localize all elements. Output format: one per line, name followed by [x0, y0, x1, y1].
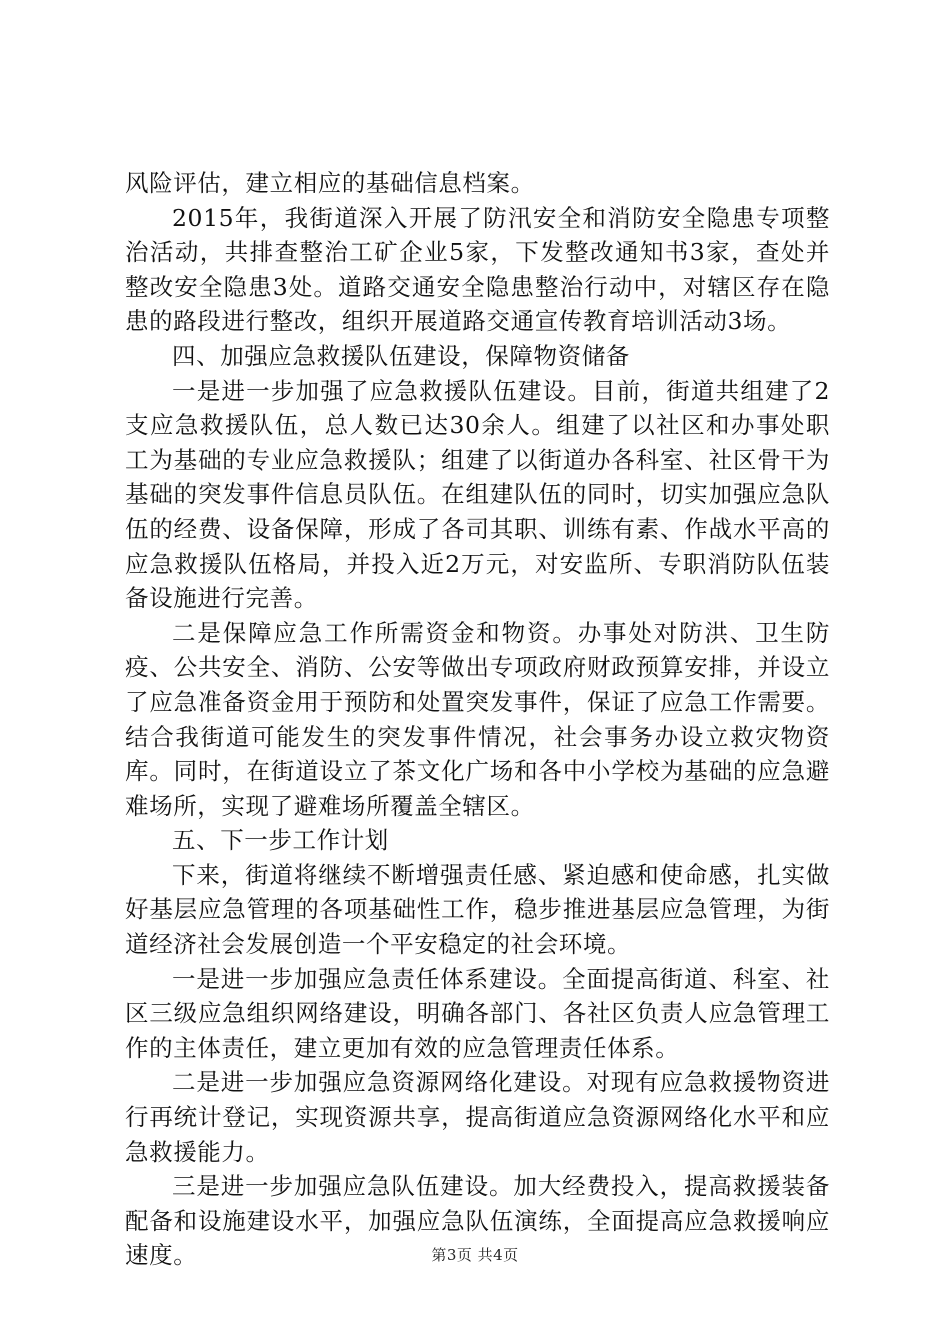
paragraph-funds-materials: 二是保障应急工作所需资金和物资。办事处对防洪、卫生防疫、公共安全、消防、公安等做出专项政府财政预算安排，并设立了应急准备资金用于预防和处置突发事件，保证了应急工作需要。结合我街道可能发生的突发事件情况，社会事务办设立救灾物资库。同时，在街道设立了茶文化广场和各中小学校为基础的应急避难场所，实现了避难场所覆盖全辖区。 [125, 618, 830, 820]
paragraph-next-steps-intro: 下来，街道将继续不断增强责任感、紧迫感和使命感，扎实做好基层应急管理的各项基础性工作，稳步推进基层应急管理，为街道经济社会发展创造一个平安稳定的社会环境。 [125, 860, 830, 959]
paragraph-resource-network: 二是进一步加强应急资源网络化建设。对现有应急救援物资进行再统计登记，实现资源共享，提高街道应急资源网络化水平和应急救援能力。 [125, 1068, 830, 1166]
paragraph-responsibility-system: 一是进一步加强应急责任体系建设。全面提高街道、科室、社区三级应急组织网络建设，明确各部门、各社区负责人应急管理工作的主体责任，建立更加有效的应急管理责任体系。 [125, 964, 830, 1062]
paragraph-rescue-team: 一是进一步加强了应急救援队伍建设。目前，街道共组建了2支应急救援队伍，总人数已达30余人。组建了以社区和办事处职工为基础的专业应急救援队；组建了以街道办各科室、社区骨干为基础的突发事件信息员队伍。在组建队伍的同时，切实加强应急队伍的经费、设备保障，形成了各司其职、训练有素、作战水平高的应急救援队伍格局，并投入近2万元，对安监所、专职消防队伍装备设施进行完善。 [125, 376, 830, 613]
section-heading-5: 五、下一步工作计划 [172, 826, 389, 855]
paragraph-hazard-rectification: 2015年，我街道深入开展了防汛安全和消防安全隐患专项整治活动，共排查整治工矿企业5家，下发整改通知书3家，查处并整改安全隐患3处。道路交通安全隐患整治行动中，对辖区存在隐患的路段进行整改，组织开展道路交通宣传教育培训活动3场。 [125, 203, 830, 336]
document-body [125, 166, 830, 1273]
paragraph-team-building: 三是进一步加强应急队伍建设。加大经费投入，提高救援装备配备和设施建设水平，加强应急队伍演练，全面提高应急救援响应速度。 [125, 1172, 830, 1270]
page-number-footer: 第3页 共4页 [431, 1246, 519, 1264]
section-heading-4: 四、加强应急救援队伍建设，保障物资储备 [172, 341, 630, 370]
paragraph-continuation: 风险评估，建立相应的基础信息档案。 [125, 169, 535, 197]
